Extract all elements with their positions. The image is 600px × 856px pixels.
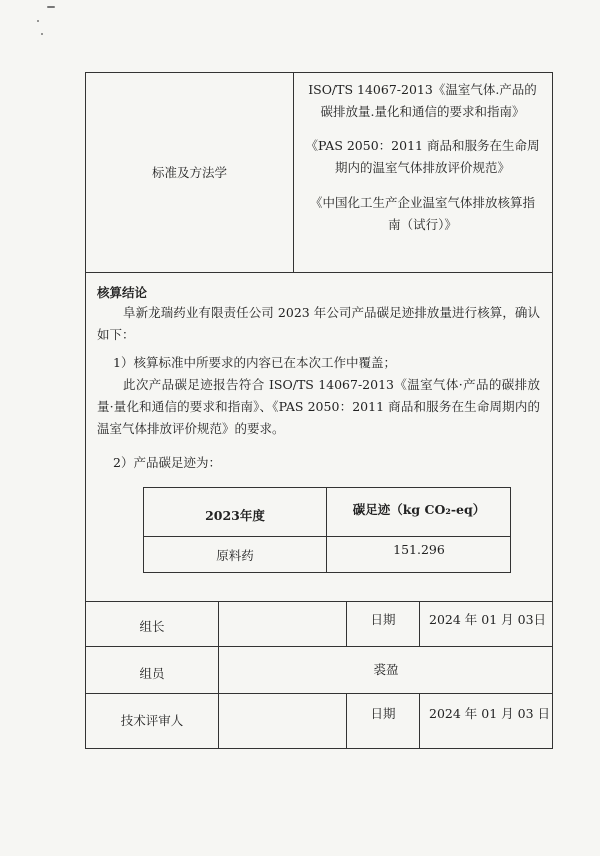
header-divider <box>293 72 294 272</box>
conclusion-item-1-detail: 此次产品碳足迹报告符合 ISO/TS 14067-2013《温室气体·产品的碳排放量·量化和通信的要求和指南》、《PAS 2050：2011 商品和服务在生命周期内的温室气体排放评价规范》的要求。 <box>97 377 540 436</box>
conclusion-item-2: 2）产品碳足迹为： <box>113 455 221 470</box>
standards-label: 标准及方法学 <box>151 165 227 180</box>
signoff-col-line-5 <box>419 693 420 749</box>
reviewer-label: 技术评审人 <box>120 713 184 728</box>
standard-pas: 《PAS 2050：2011 商品和服务在生命周期内的温室气体排放评价规范》 <box>305 138 540 175</box>
date-label-2: 日期 <box>370 706 396 721</box>
result-row-value: 151.296 <box>393 542 445 557</box>
date-value-2: 2024 年 01 月 03 日 <box>429 706 550 721</box>
signoff-row-line-1 <box>85 646 553 647</box>
scan-speck <box>47 6 55 8</box>
result-row-label: 原料药 <box>216 548 254 563</box>
conclusion-heading: 核算结论 <box>97 285 148 300</box>
header-bottom-line <box>85 272 553 273</box>
scan-speck <box>37 20 39 22</box>
conclusion-intro: 阜新龙瑞药业有限责任公司 2023 年公司产品碳足迹排放量进行核算，确认如下： <box>97 305 540 342</box>
standard-china: 《中国化工生产企业温室气体排放核算指南（试行）》 <box>309 195 535 232</box>
scan-speck <box>41 33 43 35</box>
member-name: 裘盈 <box>373 662 399 677</box>
result-col-footprint: 碳足迹（kg CO₂-eq） <box>352 502 486 517</box>
signoff-row-line-2 <box>85 693 553 694</box>
result-table-col-line <box>326 487 327 573</box>
conclusion-item-1: 1）核算标准中所要求的内容已在本次工作中覆盖； <box>113 355 396 370</box>
date-label-1: 日期 <box>370 612 396 627</box>
signoff-col-line-3 <box>419 601 420 646</box>
signoff-top-line <box>85 601 553 602</box>
result-table-row-line <box>143 536 511 537</box>
result-col-year: 2023年度 <box>205 508 265 523</box>
leader-label: 组长 <box>139 619 165 634</box>
member-label: 组员 <box>139 666 165 681</box>
date-value-1: 2024 年 01 月 03日 <box>429 612 547 627</box>
standard-iso: ISO/TS 14067-2013《温室气体.产品的碳排放量.量化和通信的要求和指南》 <box>308 82 537 119</box>
